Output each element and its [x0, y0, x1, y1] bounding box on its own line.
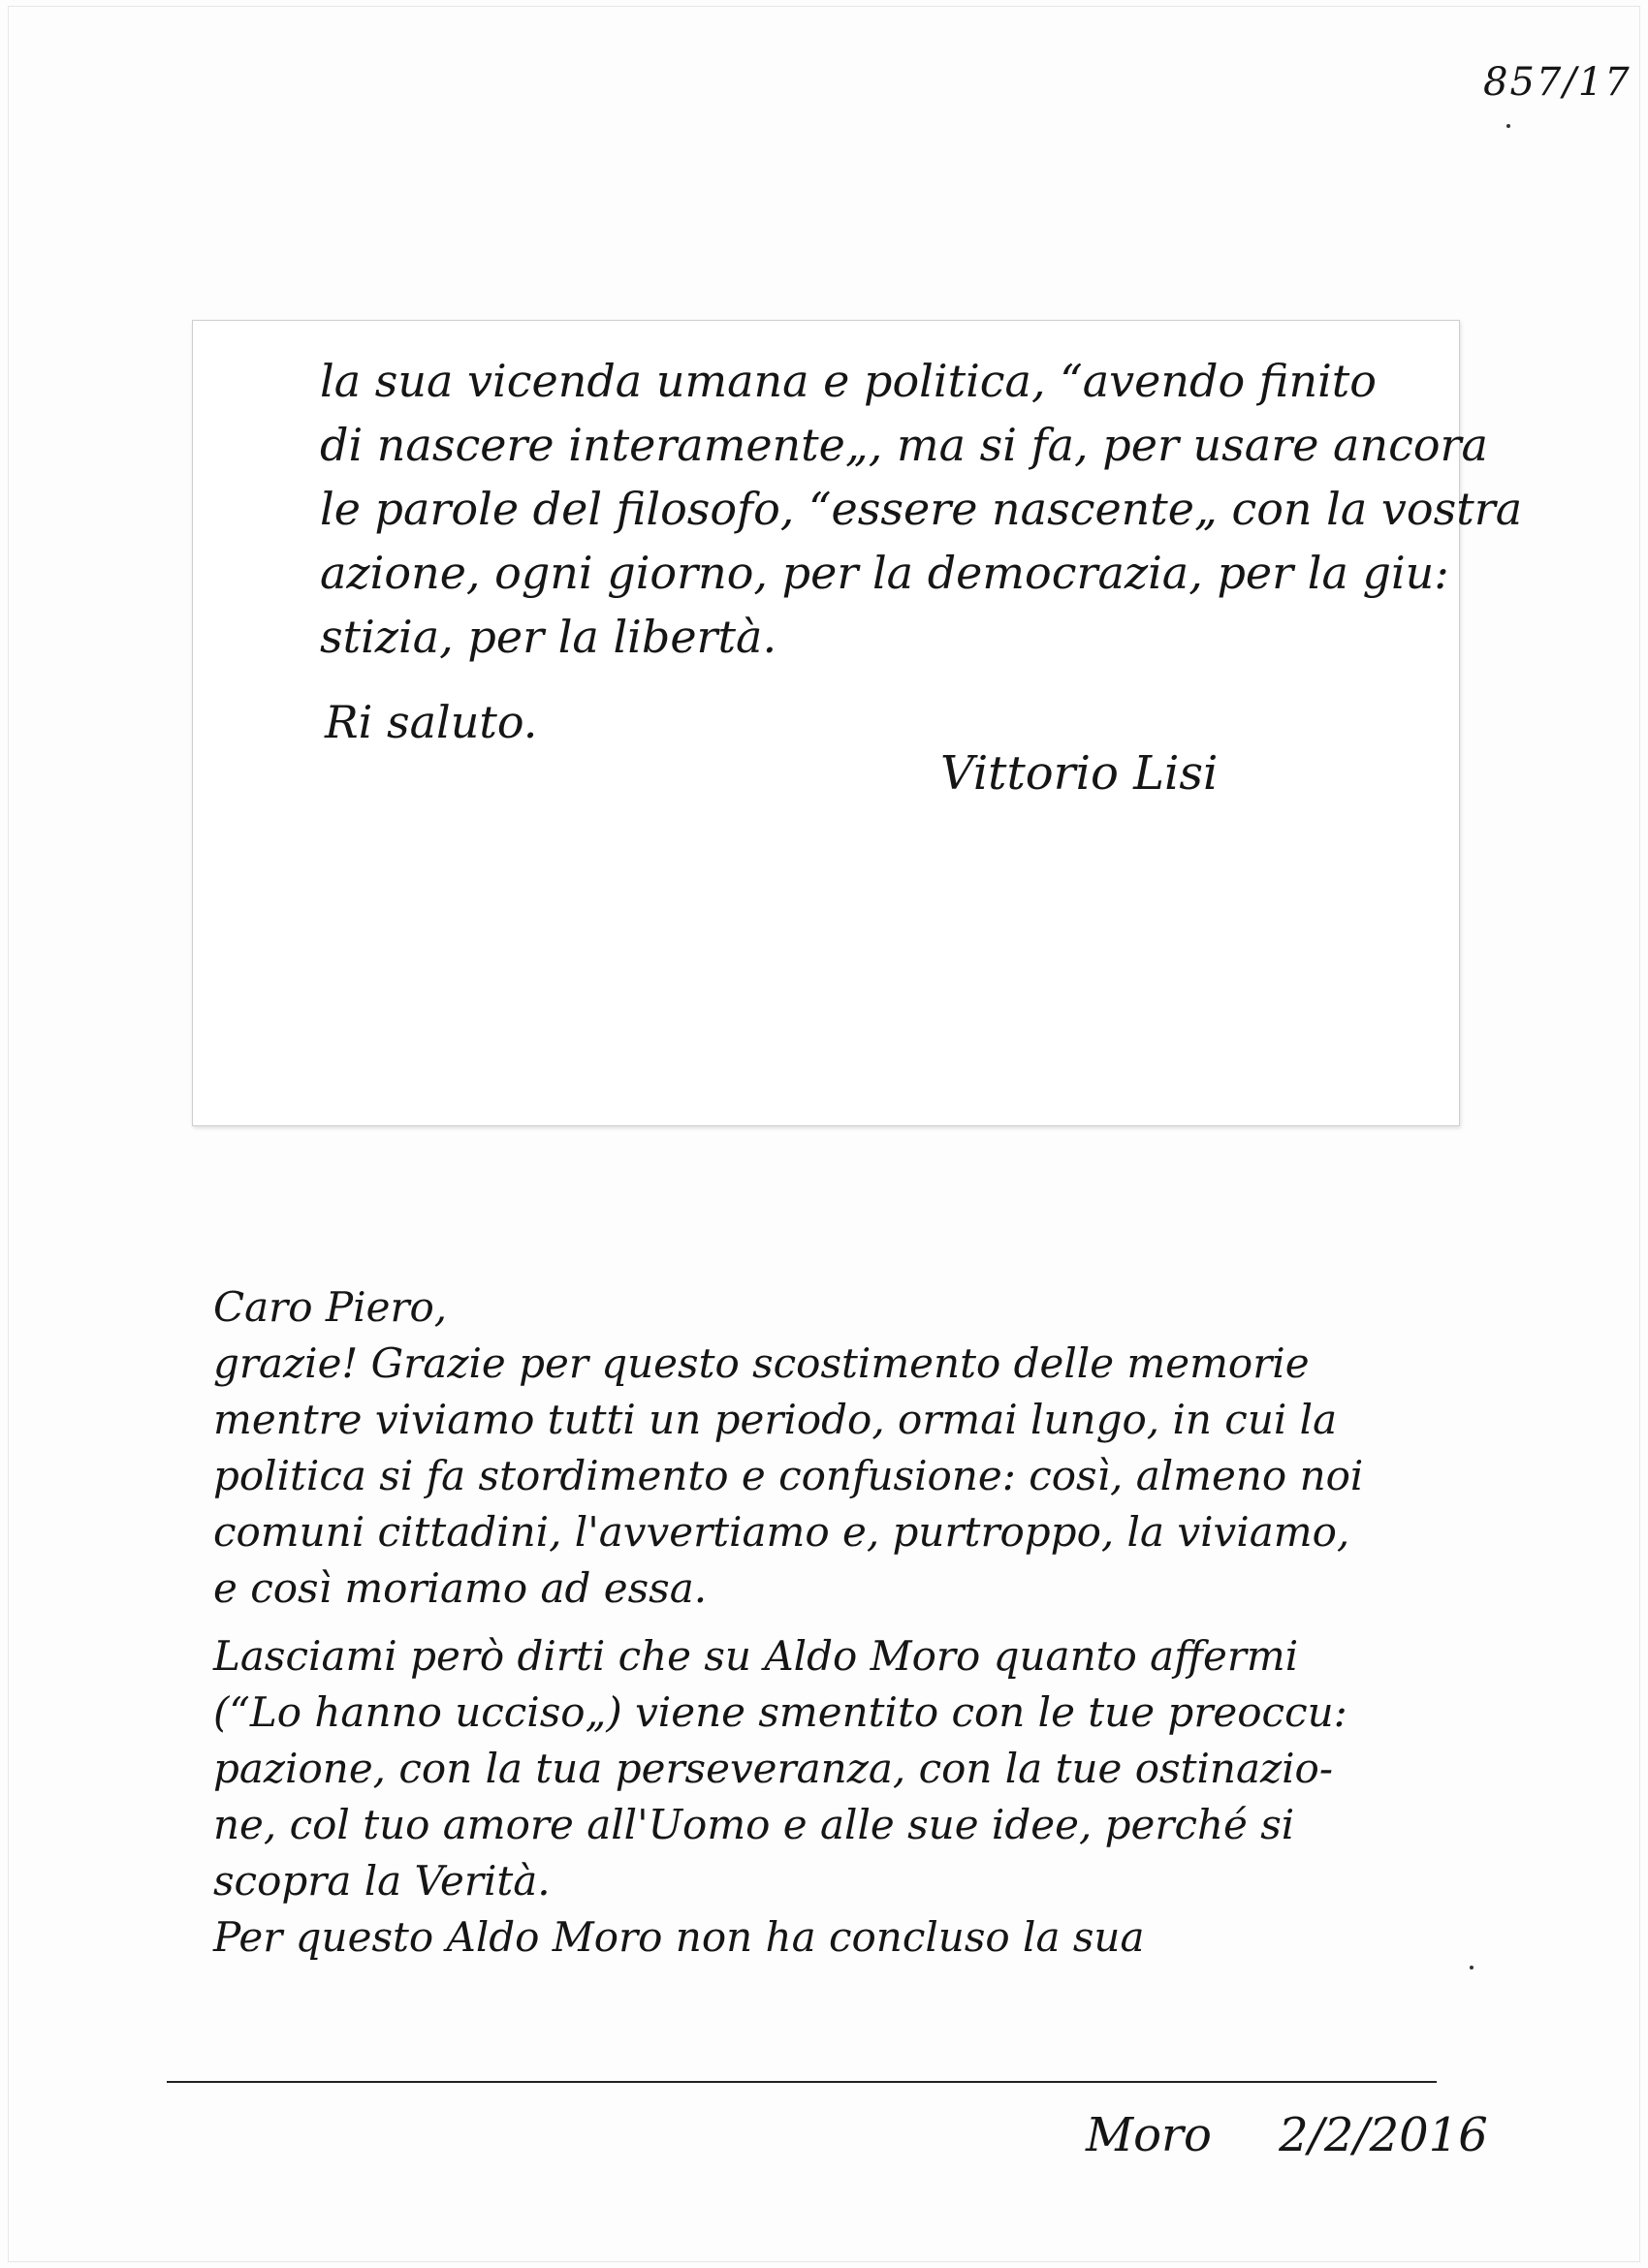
card-line-1: la sua vicenda umana e politica, “avendo finito	[320, 355, 1377, 407]
letter-line: scopra la Verità.	[213, 1857, 551, 1905]
footer-annotation	[1086, 2108, 1540, 2162]
letter-line: politica si fa stordimento e confusione: così, almeno noi	[213, 1452, 1364, 1499]
letter-line: mentre viviamo tutti un periodo, ormai lungo, in cui la	[213, 1396, 1338, 1443]
letter-line: pazione, con la tua perseveranza, con la tue ostinazio-	[213, 1745, 1334, 1792]
card-line-4: azione, ogni giorno, per la democrazia, per la giu:	[320, 547, 1449, 599]
card-line-2: di nascere interamente„, ma si fa, per usare ancora	[320, 419, 1488, 471]
card-text	[320, 349, 1523, 669]
letter-line: comuni cittadini, l'avvertiamo e, purtroppo, la viviamo,	[213, 1508, 1350, 1556]
letter-line: Per questo Aldo Moro non ha concluso la sua	[213, 1913, 1145, 1961]
card-line-5: stizia, per la libertà.	[320, 611, 777, 663]
footer-rule	[167, 2081, 1437, 2083]
letter-line: (“Lo hanno ucciso„) viene smentito con le tue preoccu:	[213, 1688, 1347, 1736]
footer-date: 2/2/2016	[1279, 2108, 1488, 2162]
archive-reference-number: 857/17	[1483, 60, 1632, 105]
footer-word: Moro	[1086, 2108, 1212, 2162]
letter-salutation: Caro Piero,	[213, 1283, 448, 1331]
letter-line: Lasciami però dirti che su Aldo Moro quanto affermi	[213, 1632, 1299, 1680]
letter-line: e così moriamo ad essa.	[213, 1564, 708, 1612]
letter-line: ne, col tuo amore all'Uomo e alle sue idee, perché si	[213, 1801, 1295, 1848]
paragraph-gap	[213, 1617, 1474, 1628]
card-line-3: le parole del filosofo, “essere nascente„ con la vostra	[320, 483, 1523, 535]
card-closing: Ri saluto.	[325, 696, 538, 748]
scan-speck	[1506, 124, 1510, 128]
card-signature: Vittorio Lisi	[940, 746, 1219, 801]
handwritten-letter	[213, 1279, 1474, 1966]
letter-line: grazie! Grazie per questo scostimento delle memorie	[213, 1339, 1310, 1387]
scan-speck	[1470, 1966, 1474, 1969]
